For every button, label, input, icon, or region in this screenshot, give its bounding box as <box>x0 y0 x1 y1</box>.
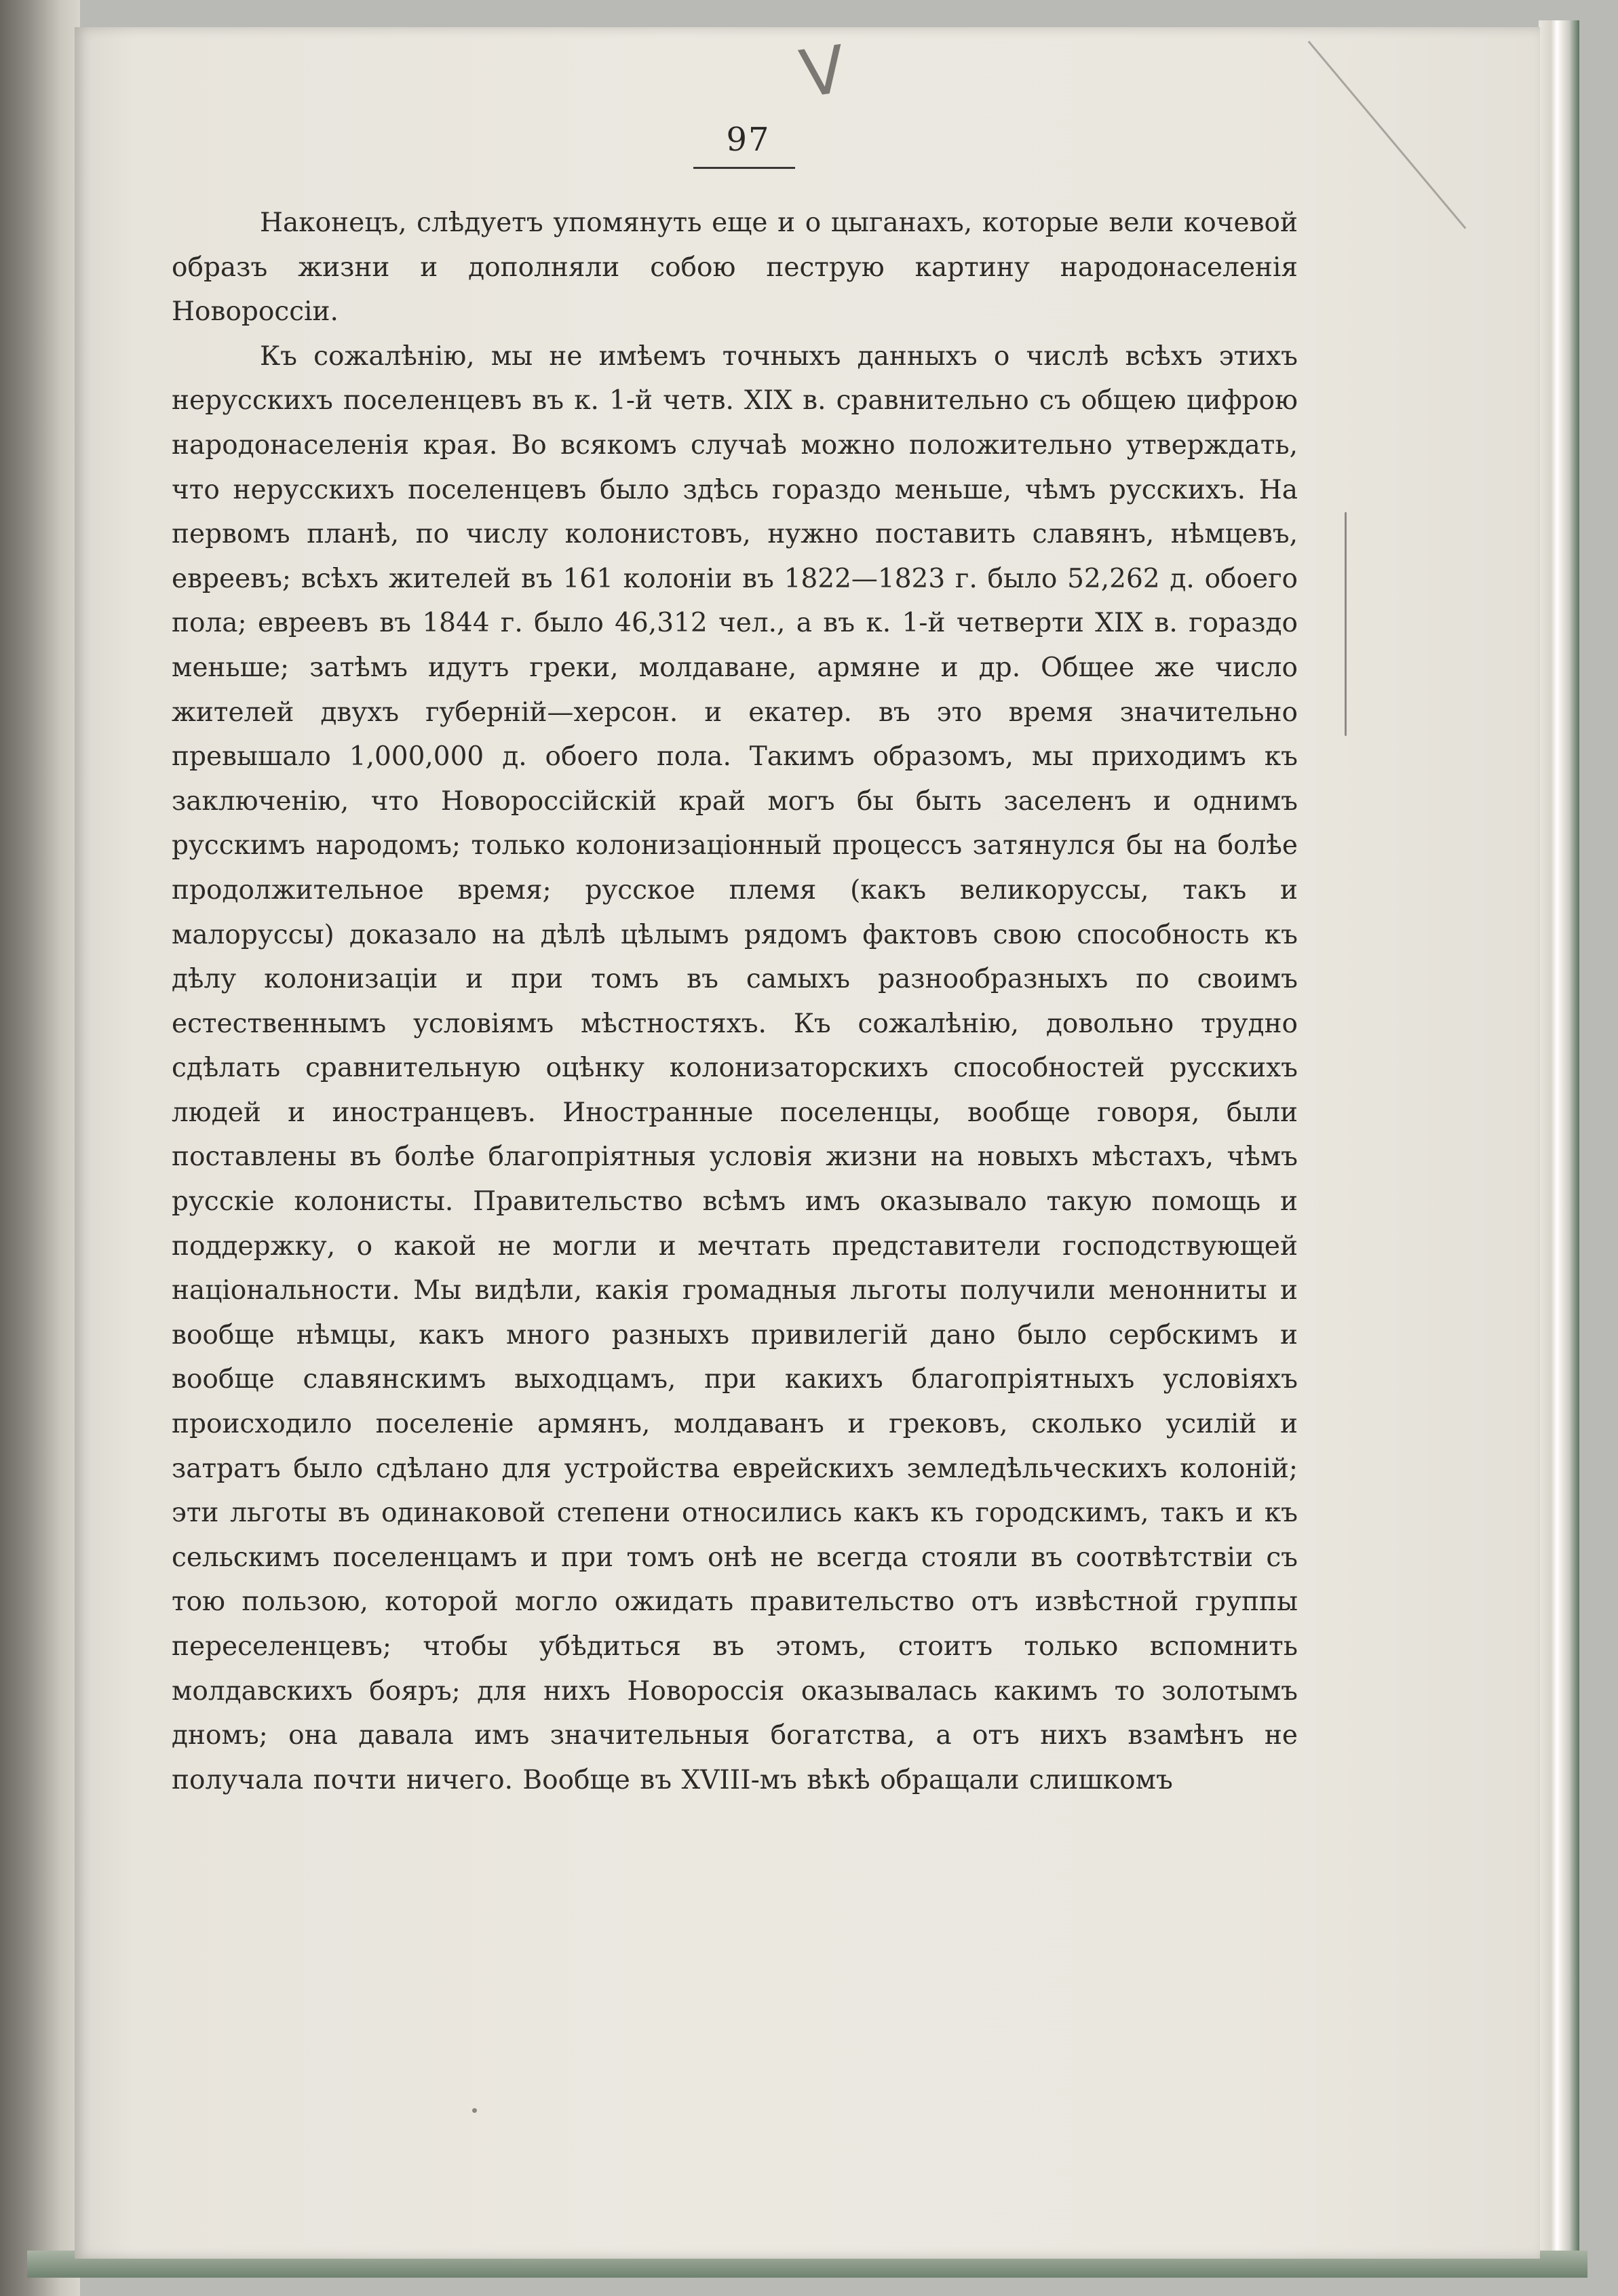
paragraph-colonists: Къ сожалѣнію, мы не имѣемъ точныхъ данныхъ о числѣ всѣхъ этихъ нерусскихъ поселенцевъ въ к. 1-й четв. XIX в. сравнительно съ общею цифрою народонаселенія края. Во всякомъ случаѣ можно положительно утверждать, что нерусскихъ поселенцевъ было здѣсь гораздо меньше, чѣмъ русскихъ. На первомъ планѣ, по числу колонистовъ, нужно поставить славянъ, нѣмцевъ, евреевъ; всѣхъ жителей въ 161 колоніи въ 1822—1823 г. было 52,262 д. обоего пола; евреевъ въ 1844 г. было 46,312 чел., а въ к. 1-й четверти XIX в. гораздо меньше; затѣмъ идутъ греки, молдаване, армяне и др. Общее же число жителей двухъ губерній—херсон. и екатер. въ это время значительно превышало 1,000,000 д. обоего пола. Такимъ образомъ, мы приходимъ къ заключенію, что Новороссійскій край могъ бы быть заселенъ и однимъ русскимъ народомъ; только колонизаціонный процессъ затянулся бы на болѣе продолжительное время; русское племя (какъ великоруссы, такъ и малоруссы) доказало на дѣлѣ цѣлымъ рядомъ фактовъ свою способность къ дѣлу колонизаціи и при томъ въ самыхъ разнообразныхъ по своимъ естественнымъ условіямъ мѣстностяхъ. Къ сожалѣнію, довольно трудно сдѣлать сравнительную оцѣнку колонизаторскихъ способностей русскихъ людей и иностранцевъ. Иностранные поселенцы, вообще говоря, были поставлены въ болѣе благопріятныя условія жизни на новыхъ мѣстахъ, чѣмъ русскіе колонисты. Правительство всѣмъ имъ оказывало такую помощь и поддержку, о какой не могли и мечтать представители господствующей національности. Мы видѣли, какія громадныя льготы получили менонниты и вообще нѣмцы, какъ много разныхъ привилегій дано было сербскимъ и вообще славянскимъ выходцамъ, при какихъ благопріятныхъ условіяхъ происходило поселеніе армянъ, молдаванъ и грековъ, сколько усилій и затратъ было сдѣлано для устройства еврейскихъ земледѣльческихъ колоній; эти льготы въ одинаковой степени относились какъ къ городскимъ, такъ и къ сельскимъ поселенцамъ и при томъ онѣ не всегда стояли въ соотвѣтствіи съ тою пользою, которой могло ожидать правительство отъ извѣстной группы переселенцевъ; чтобы убѣдиться въ этомъ, стоитъ только вспомнить молдавскихъ бояръ; для нихъ Новороссія оказывалась какимъ то золотымъ дномъ; она давала имъ значительныя богатства, а отъ нихъ взамѣнъ не получала почти ничего. Вообще въ XVIII-мъ вѣкѣ обращали слишкомъ <box>172 340 1298 1795</box>
book-spine <box>0 0 80 2296</box>
book-cover-edge-right <box>1539 20 1579 2265</box>
paragraph-gypsies: Наконецъ, слѣдуетъ упомянуть еще и о цыганахъ, которые вели кочевой образъ жизни и дополняли собою пеструю картину народонаселенія Новороссіи. <box>172 208 1298 328</box>
ink-speck <box>472 2108 477 2113</box>
body-text <box>172 201 1298 1802</box>
page-number-rule <box>693 167 795 169</box>
margin-pencil-mark <box>1345 512 1347 736</box>
handwritten-check-mark: V <box>795 31 851 113</box>
page-number: 97 <box>726 121 771 159</box>
